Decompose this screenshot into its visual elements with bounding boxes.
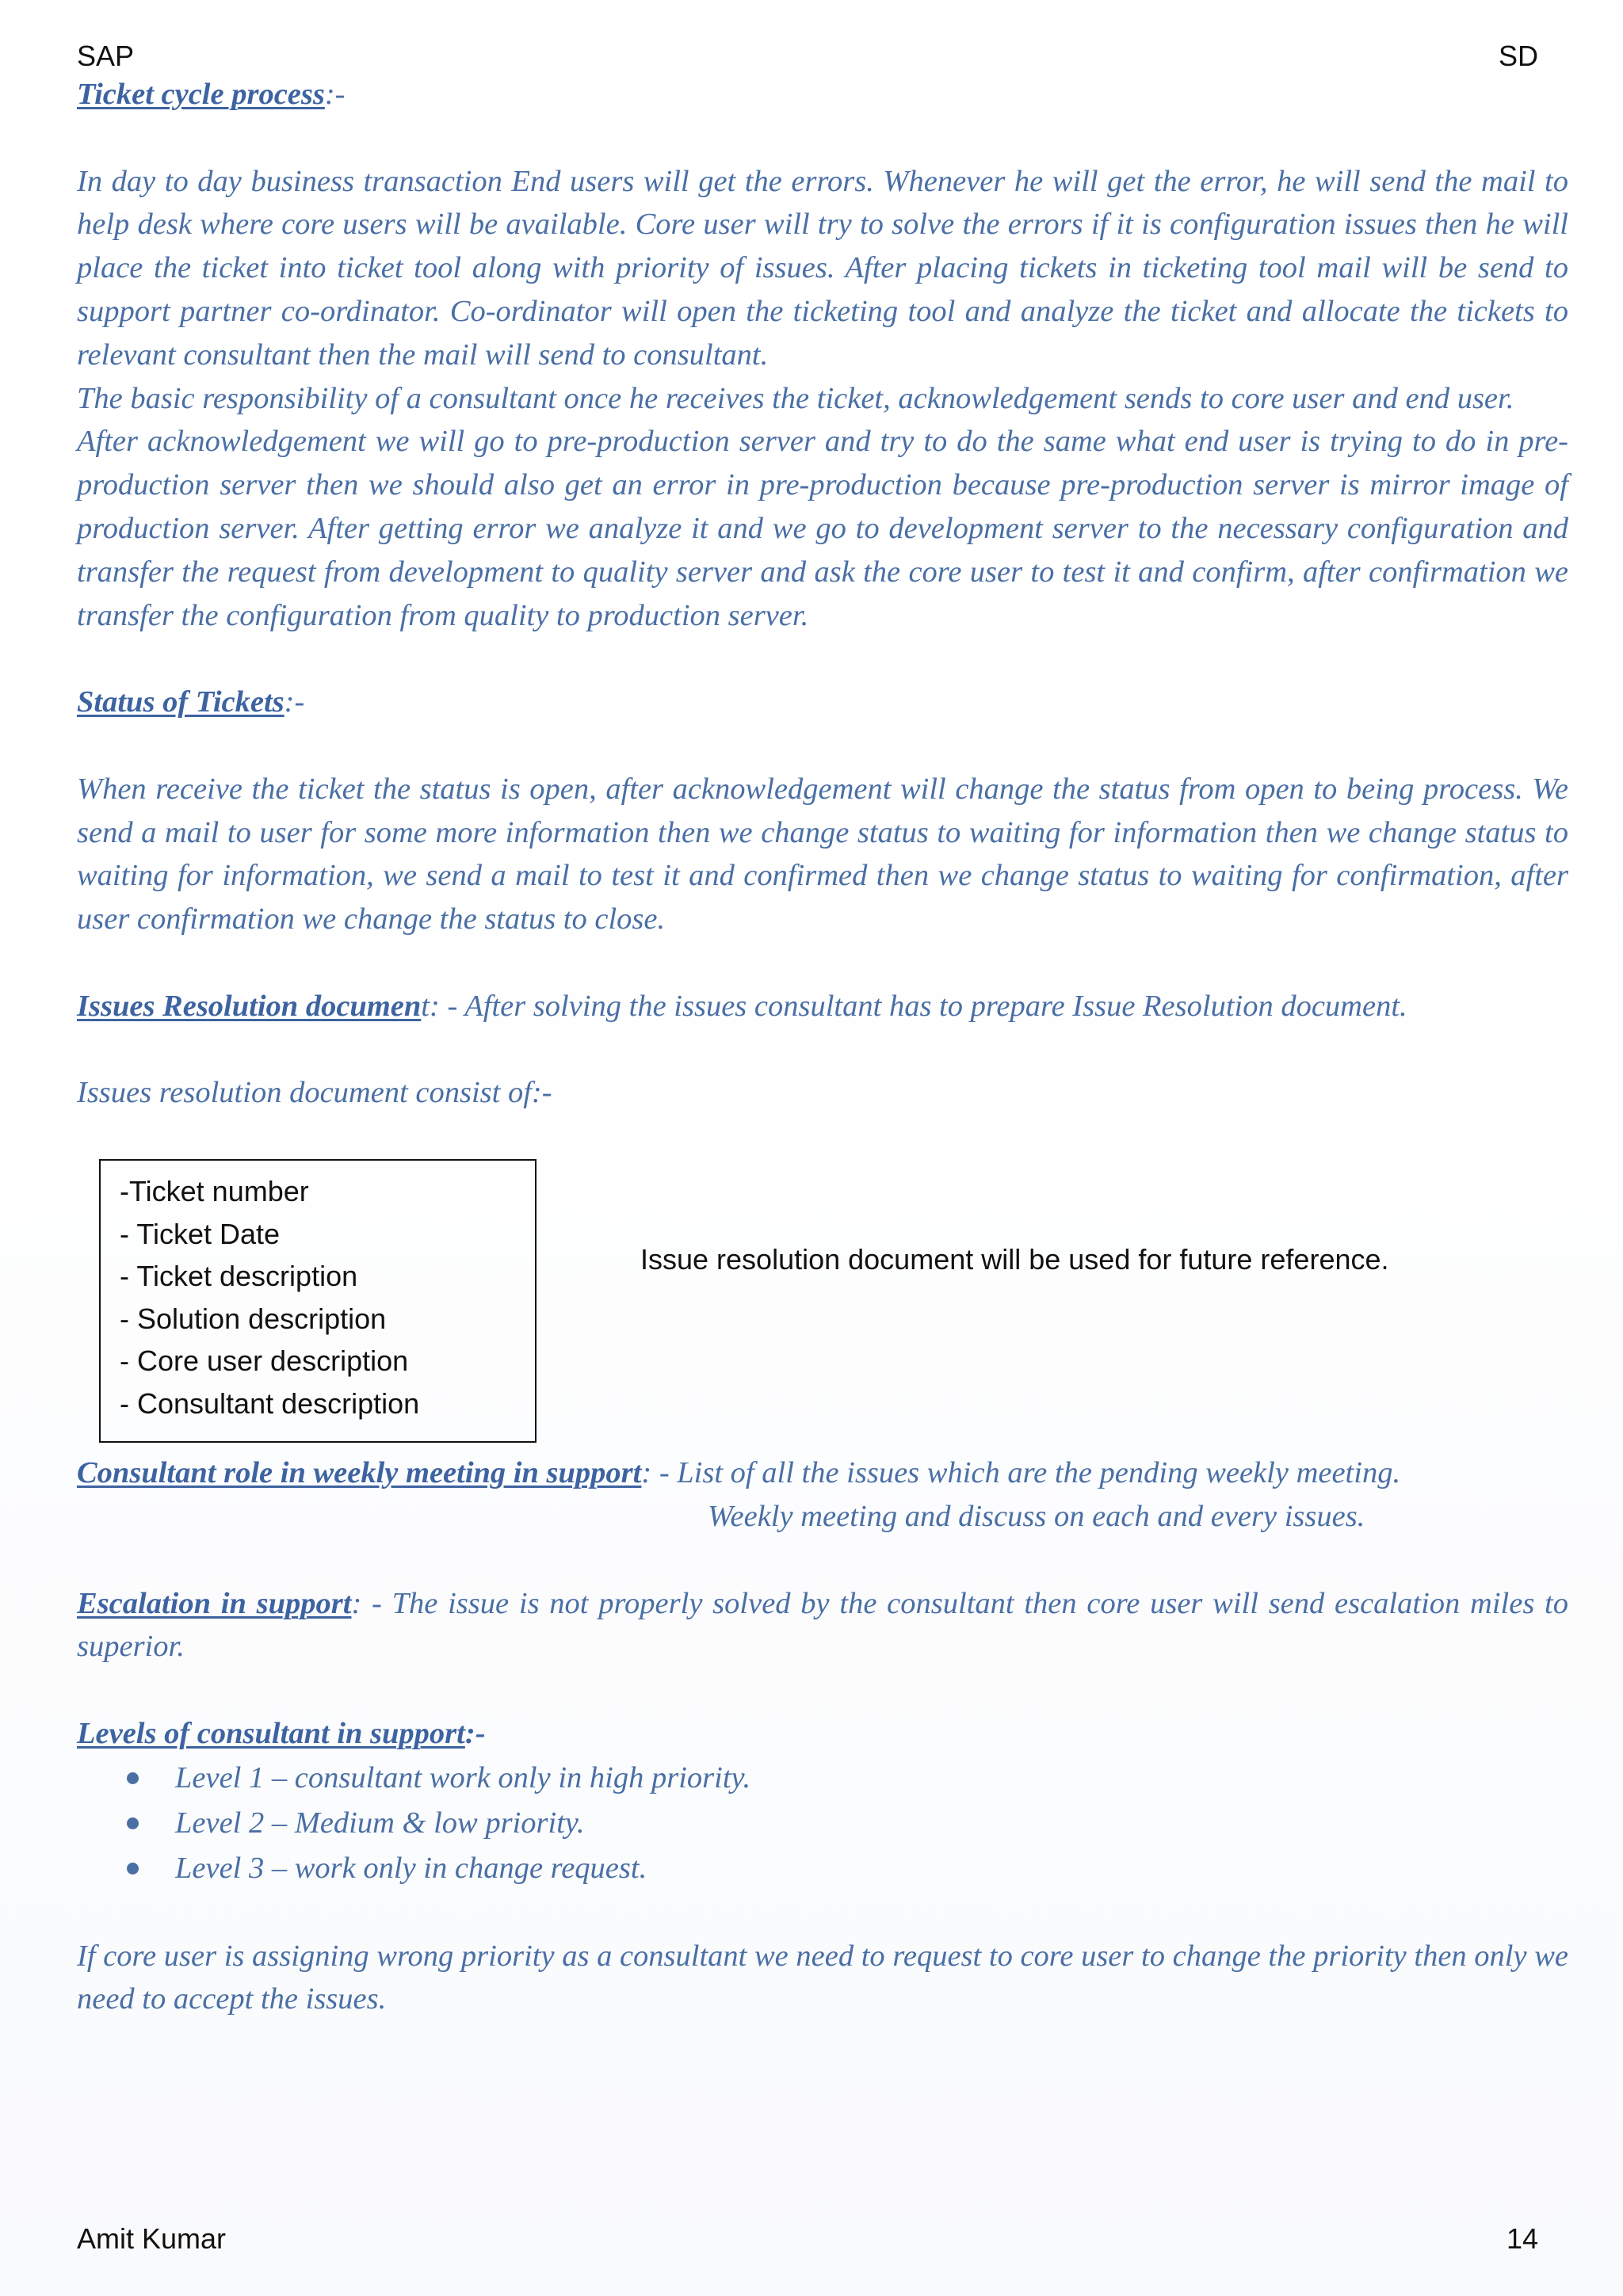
escalation-text: : - The issue is not properly solved by the consultant then core user will send escalation miles to superior. xyxy=(77,1586,1569,1664)
header-left: SAP xyxy=(77,40,135,72)
spacer xyxy=(77,1539,1568,1582)
bullet-icon xyxy=(127,1863,139,1875)
escalation-line xyxy=(77,1582,1568,1669)
spacer xyxy=(77,724,1568,768)
resolution-contents-box xyxy=(99,1159,537,1443)
spacer xyxy=(77,941,1568,985)
spacer xyxy=(77,116,1568,160)
issues-resolution-heading: Issues Resolution documen xyxy=(77,989,422,1023)
page-content xyxy=(77,73,1568,2021)
box-item-core-user-description: - Core user description xyxy=(120,1344,409,1378)
issues-resolution-line xyxy=(77,985,1568,1028)
bullet-icon xyxy=(127,1772,139,1784)
level-2-text: Level 2 – Medium & low priority. xyxy=(175,1806,585,1840)
box-item-ticket-date: - Ticket Date xyxy=(120,1217,281,1250)
levels-list xyxy=(77,1756,1568,1891)
weekly-meeting-line xyxy=(77,1451,1568,1495)
level-3-text: Level 3 – work only in change request. xyxy=(175,1851,647,1885)
ticket-cycle-paragraph-1: In day to day business transaction End users will get the errors. Whenever he will get the error, he will send the mail to help desk where core users will be available. Core user will try to solve the errors if it is configuration issues then he will place the ticket into ticket tool along with priority of issues. After placing tickets in ticketing tool mail will be send to support partner co-ordinator. Co-ordinator will open the ticketing tool and analyze the ticket and allocate the tickets to relevant consultant then the mail will send to consultant. xyxy=(77,164,1568,372)
level-1-text: Level 1 – consultant work only in high priority. xyxy=(175,1760,751,1794)
footer-page-number: 14 xyxy=(1506,2222,1538,2255)
ticket-cycle-heading: Ticket cycle process xyxy=(77,78,325,111)
spacer xyxy=(77,1891,1568,1935)
status-heading-suffix: :- xyxy=(284,685,305,719)
levels-heading-suffix: :- xyxy=(464,1716,486,1750)
levels-heading: Levels of consultant in support xyxy=(77,1716,465,1750)
status-heading-line xyxy=(77,681,1568,724)
issues-resolution-consist-of: Issues resolution document consist of:- xyxy=(77,1076,552,1110)
list-item xyxy=(77,1846,1568,1891)
resolution-box-row xyxy=(77,1115,1568,1451)
weekly-meeting-text-2: Weekly meeting and discuss on each and every issues. xyxy=(708,1499,1365,1533)
ticket-cycle-paragraph-3: After acknowledgement we will go to pre-production server and try to do the same what end user is trying to do in pre-production server then we should also get an error in pre-production because pre-production server is mirror image of production server. After getting error we analyze it and we go to development server to the necessary configuration and transfer the request from development to quality server and ask the core user to test it and confirm, after confirmation we transfer the configuration from quality to production server. xyxy=(77,425,1568,632)
list-item xyxy=(77,1756,1568,1801)
box-item-consultant-description: - Consultant description xyxy=(120,1386,420,1420)
spacer xyxy=(77,1028,1568,1072)
resolution-box-note: Issue resolution document will be used for future reference. xyxy=(640,1243,1389,1276)
box-item-solution-description: - Solution description xyxy=(120,1302,387,1335)
escalation-heading: Escalation in support xyxy=(77,1586,352,1620)
box-item-ticket-number: -Ticket number xyxy=(120,1175,309,1208)
closing-paragraph: If core user is assigning wrong priority as a consultant we need to request to core user to change the priority then only we need to accept the issues. xyxy=(77,1939,1568,2016)
levels-heading-line xyxy=(77,1712,1568,1756)
ticket-cycle-heading-line xyxy=(77,73,1568,116)
list-item xyxy=(77,1801,1568,1846)
box-item-ticket-description: - Ticket description xyxy=(120,1260,358,1293)
issues-resolution-heading-tail: t xyxy=(421,989,430,1023)
weekly-meeting-text-1: : - List of all the issues which are the pending weekly meeting. xyxy=(641,1456,1401,1490)
bullet-icon xyxy=(127,1817,139,1829)
weekly-meeting-heading: Consultant role in weekly meeting in support xyxy=(77,1456,642,1490)
ticket-cycle-paragraph-2: The basic responsibility of a consultant once he receives the ticket, acknowledgement sends to core user and end user. xyxy=(77,381,1514,415)
spacer xyxy=(77,1669,1568,1712)
status-paragraph: When receive the ticket the status is open, after acknowledgement will change the status from open to being process. We send a mail to user for some more information then we change status to waiting for information then we change status to waiting for information, we send a mail to test it and confirmed then we change status to waiting for confirmation, after user confirmation we change the status to close. xyxy=(77,772,1568,936)
header-right: SD xyxy=(1498,40,1538,72)
spacer xyxy=(77,637,1568,681)
issues-resolution-text: : - After solving the issues consultant has to prepare Issue Resolution document. xyxy=(430,989,1407,1023)
status-heading: Status of Tickets xyxy=(77,685,285,719)
footer-author: Amit Kumar xyxy=(77,2222,227,2255)
ticket-cycle-heading-suffix: :- xyxy=(324,78,346,111)
